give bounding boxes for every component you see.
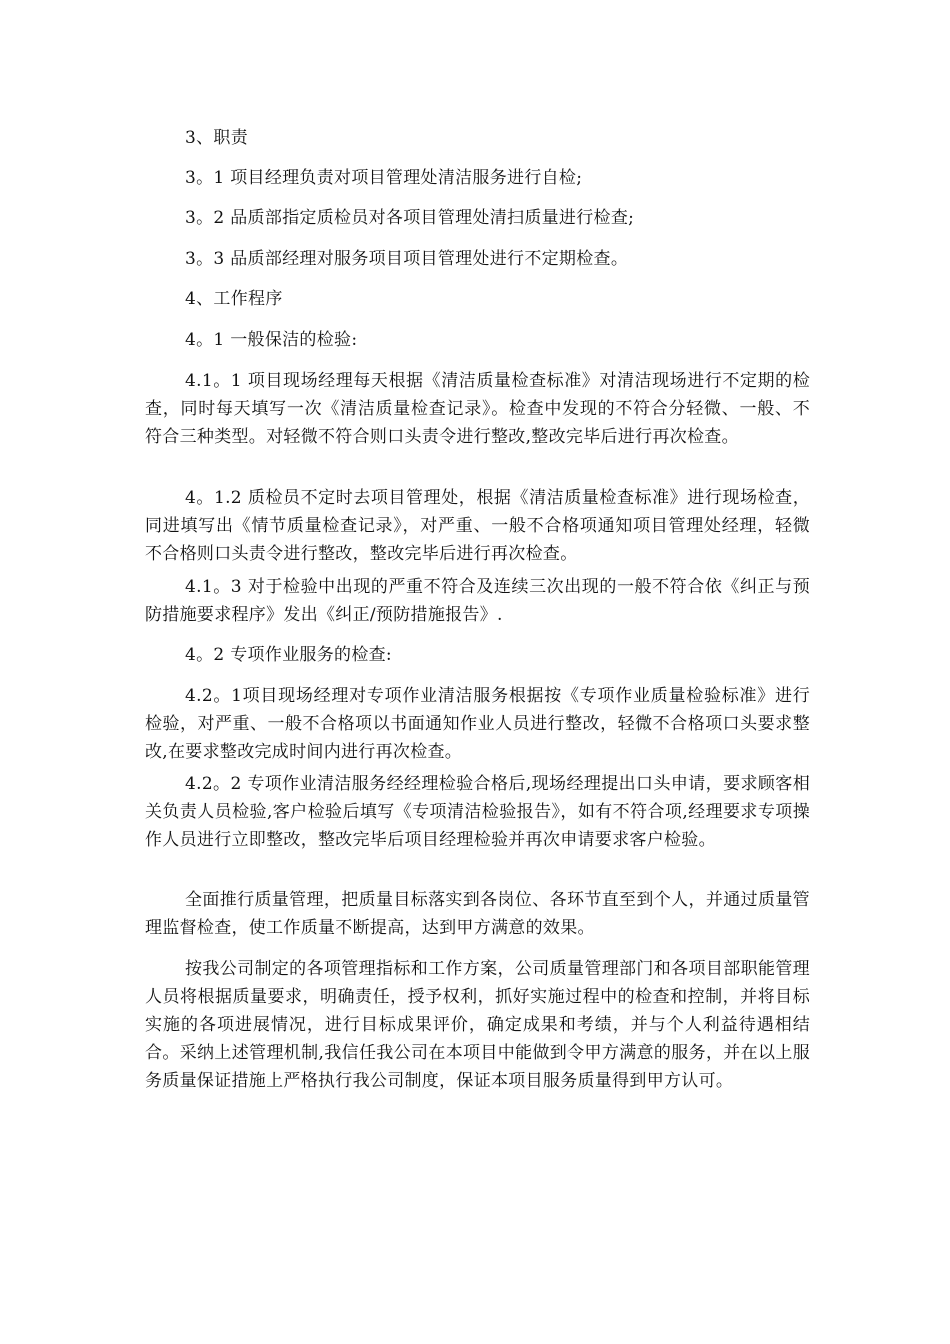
paragraph-4-1-2: 4。1.2 质检员不定时去项目管理处，根据《清洁质量检查标准》进行现场检查，同进填写出《情节质量检查记录》，对严重、一般不合格项通知项目管理处经理，轻微不合格则口头责令进行整改，整改完毕后进行再次检查。: [145, 488, 810, 564]
duty-item-3-3: 3。3 品质部经理对服务项目项目管理处进行不定期检查。: [185, 249, 629, 269]
duty-item-3-1: 3。1 项目经理负责对项目管理处清洁服务进行自检;: [185, 168, 583, 188]
subsection-heading-4-1: 4。1 一般保洁的检验:: [185, 330, 358, 350]
paragraph-4-2-1: 4.2。1项目现场经理对专项作业清洁服务根据按《专项作业质量检验标准》进行检验，对严重、一般不合格项以书面通知作业人员进行整改，轻微不合格项口头要求整改,在要求整改完成时间内进行再次检查。: [145, 686, 810, 762]
section-heading-duties: 3、职责: [185, 128, 249, 148]
section-heading-procedure: 4、工作程序: [185, 289, 283, 309]
subsection-heading-4-2: 4。2 专项作业服务的检查:: [185, 645, 392, 665]
paragraph-4-1-3: 4.1。3 对于检验中出现的严重不符合及连续三次出现的一般不符合依《纠正与预防措施要求程序》发出《纠正/预防措施报告》.: [145, 577, 810, 625]
paragraph-4-1-1: 4.1。1 项目现场经理每天根据《清洁质量检查标准》对清洁现场进行不定期的检查，同时每天填写一次《清洁质量检查记录》。检查中发现的不符合分轻微、一般、不符合三种类型。对轻微不符合则口头责令进行整改,整改完毕后进行再次检查。: [145, 371, 810, 447]
paragraph-management-mechanism: 按我公司制定的各项管理指标和工作方案，公司质量管理部门和各项目部职能管理人员将根据质量要求，明确责任，授予权利，抓好实施过程中的检查和控制，并将目标实施的各项进展情况，进行目标成果评价，确定成果和考绩，并与个人利益待遇相结合。采纳上述管理机制,我信任我公司在本项目中能做到令甲方满意的服务，并在以上服务质量保证措施上严格执行我公司制度，保证本项目服务质量得到甲方认可。: [145, 959, 810, 1091]
paragraph-4-2-2: 4.2。2 专项作业清洁服务经经理检验合格后,现场经理提出口头申请，要求顾客相关负责人员检验,客户检验后填写《专项清洁检验报告》，如有不符合项,经理要求专项操作人员进行立即整改，整改完毕后项目经理检验并再次申请要求客户检验。: [145, 774, 810, 850]
paragraph-quality-management: 全面推行质量管理，把质量目标落实到各岗位、各环节直至到个人，并通过质量管理监督检查，使工作质量不断提高，达到甲方满意的效果。: [145, 890, 810, 938]
duty-item-3-2: 3。2 品质部指定质检员对各项目管理处清扫质量进行检查;: [185, 208, 635, 228]
